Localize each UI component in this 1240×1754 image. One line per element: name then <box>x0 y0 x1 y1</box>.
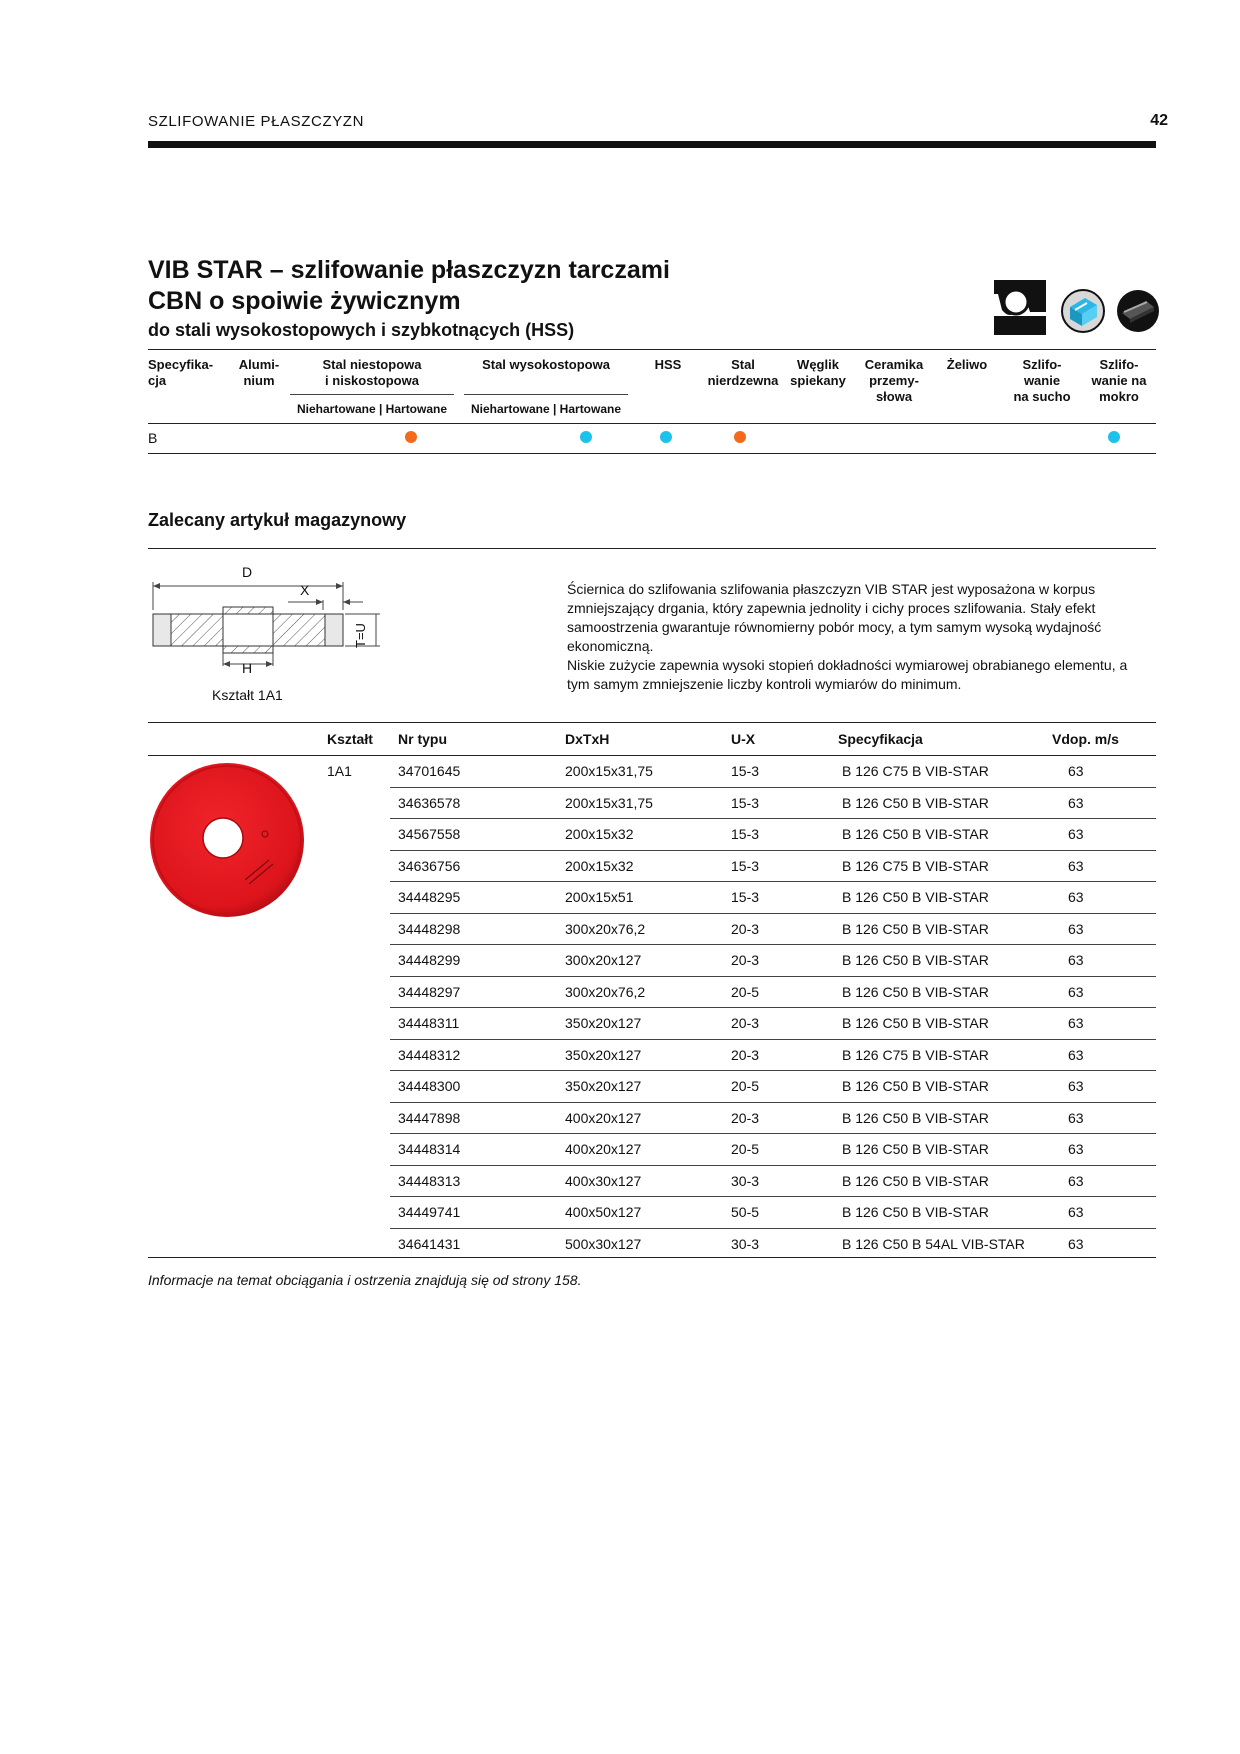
dimensions-cell: 200x15x31,75 <box>565 763 653 779</box>
dimensions-cell: 200x15x51 <box>565 889 634 905</box>
product-table-top-rule <box>148 722 1156 723</box>
speed-cell: 63 <box>1068 920 1084 937</box>
specification-cell: B 126 C50 B VIB-STAR <box>842 983 989 1000</box>
specification-cell: B 126 C50 B VIB-STAR <box>842 920 989 937</box>
type-no-cell: 34567558 <box>398 826 461 842</box>
dimension-x-label: X <box>300 582 310 598</box>
ux-cell: 15-3 <box>731 826 760 842</box>
table-row-divider <box>390 944 1156 945</box>
usage-dot-wet <box>1108 431 1120 443</box>
type-no-cell: 34641431 <box>398 1235 461 1252</box>
app-subheader-rule-high <box>464 394 628 395</box>
shape-1a1-diagram <box>148 566 398 686</box>
app-header-ceramics: Ceramika przemy- słowa <box>864 357 924 404</box>
app-table-top-rule <box>148 349 1156 350</box>
dimensions-cell: 500x30x127 <box>565 1235 642 1252</box>
dimensions-cell: 300x20x76,2 <box>565 920 646 937</box>
surface-grinding-icon <box>994 280 1046 335</box>
shape-cell: 1A1 <box>327 763 352 779</box>
dimensions-cell: 200x15x32 <box>565 826 634 842</box>
usage-dot-high-alloy-hardened <box>580 431 592 443</box>
ux-cell: 20-3 <box>731 1015 760 1031</box>
type-no-cell: 34636578 <box>398 794 461 811</box>
type-no-cell: 34447898 <box>398 1109 461 1126</box>
col-header-dimensions: DxTxH <box>565 731 610 747</box>
type-no-cell: 34448300 <box>398 1078 461 1094</box>
app-row-spec: B <box>148 430 158 446</box>
table-row-divider <box>390 1039 1156 1040</box>
header-rule <box>148 141 1156 148</box>
diagram-caption: Kształt 1A1 <box>212 687 283 703</box>
ux-cell: 15-3 <box>731 889 760 905</box>
dimensions-cell: 350x20x127 <box>565 1015 642 1031</box>
speed-cell: 63 <box>1068 1109 1084 1126</box>
dimensions-cell: 350x20x127 <box>565 1046 642 1063</box>
specification-cell: B 126 C50 B VIB-STAR <box>842 1204 989 1220</box>
specification-cell: B 126 C50 B VIB-STAR <box>842 889 989 905</box>
app-header-low-alloy: Stal niestopowa i niskostopowa <box>322 357 422 388</box>
usage-dot-hss <box>660 431 672 443</box>
grinding-wheel-photo <box>149 762 305 918</box>
dimensions-cell: 300x20x76,2 <box>565 983 646 1000</box>
ux-cell: 20-5 <box>731 1141 760 1157</box>
ux-cell: 15-3 <box>731 763 760 779</box>
section-title: SZLIFOWANIE PŁASZCZYZN <box>148 113 365 130</box>
app-header-wet: Szlifo- wanie na mokro <box>1091 357 1147 404</box>
app-subheader-high-alloy: Niehartowane | Hartowane <box>470 402 622 416</box>
table-row-divider <box>390 787 1156 788</box>
table-row-divider <box>390 1102 1156 1103</box>
table-row-divider <box>390 881 1156 882</box>
speed-cell: 63 <box>1068 1172 1084 1189</box>
dimension-d-label: D <box>242 564 253 580</box>
ux-cell: 20-3 <box>731 1046 760 1063</box>
type-no-cell: 34448298 <box>398 920 461 937</box>
specification-cell: B 126 C50 B VIB-STAR <box>842 826 989 842</box>
ux-cell: 20-3 <box>731 1109 760 1126</box>
speed-cell: 63 <box>1068 1046 1084 1063</box>
col-header-shape: Kształt <box>327 731 373 747</box>
usage-dot-stainless <box>734 431 746 443</box>
table-row-divider <box>390 1070 1156 1071</box>
table-row-divider <box>390 850 1156 851</box>
type-no-cell: 34448314 <box>398 1141 461 1157</box>
dimensions-cell: 400x30x127 <box>565 1172 642 1189</box>
table-row-divider <box>390 1196 1156 1197</box>
specification-cell: B 126 C75 B VIB-STAR <box>842 763 989 779</box>
table-row-divider <box>390 818 1156 819</box>
app-header-hss: HSS <box>654 357 682 372</box>
speed-cell: 63 <box>1068 857 1084 874</box>
ux-cell: 20-3 <box>731 920 760 937</box>
product-title <box>148 255 670 317</box>
table-row-divider <box>390 1007 1156 1008</box>
ux-cell: 20-5 <box>731 1078 760 1094</box>
app-header-aluminium: Alumi- nium <box>238 357 280 388</box>
table-row-divider <box>390 913 1156 914</box>
type-no-cell: 34636756 <box>398 857 461 874</box>
type-no-cell: 34449741 <box>398 1204 461 1220</box>
type-no-cell: 34448299 <box>398 952 461 968</box>
dimension-t-label: T=U <box>353 623 368 648</box>
dimensions-cell: 300x20x127 <box>565 952 642 968</box>
col-header-type-no: Nr typu <box>398 731 447 747</box>
app-header-spec: Specyfika- cja <box>148 357 214 388</box>
section-rule <box>148 548 1156 549</box>
table-row-divider <box>390 976 1156 977</box>
specification-cell: B 126 C50 B VIB-STAR <box>842 1109 989 1126</box>
specification-cell: B 126 C50 B VIB-STAR <box>842 952 989 968</box>
dimensions-cell: 400x20x127 <box>565 1141 642 1157</box>
specification-cell: B 126 C50 B VIB-STAR <box>842 794 989 811</box>
specification-cell: B 126 C50 B 54AL VIB-STAR <box>842 1235 1025 1252</box>
dimensions-cell: 400x50x127 <box>565 1204 642 1220</box>
speed-cell: 63 <box>1068 983 1084 1000</box>
type-no-cell: 34448295 <box>398 889 461 905</box>
type-no-cell: 34448311 <box>398 1015 460 1031</box>
ux-cell: 30-3 <box>731 1235 760 1252</box>
description-paragraph-1: Ściernica do szlifowania szlifowania płaszczyzn VIB STAR jest wyposażona w korpus zmniejszający drgania, który zapewnia jednolity i cichy proces szlifowania. Stały efekt samoostrzenia gwarantuje równomierny pobór mocy, a tym samym wysoką wydajność ekonomiczną. <box>567 581 1102 654</box>
table-row-divider <box>390 1133 1156 1134</box>
col-header-speed: Vdop. m/s <box>1052 731 1119 747</box>
app-table-bottom-rule <box>148 453 1156 454</box>
specification-cell: B 126 C75 B VIB-STAR <box>842 1046 989 1063</box>
product-title-line1: VIB STAR – szlifowanie płaszczyzn tarczami <box>148 256 670 284</box>
dimensions-cell: 400x20x127 <box>565 1109 642 1126</box>
speed-cell: 63 <box>1068 763 1084 779</box>
dimensions-cell: 200x15x31,75 <box>565 794 653 811</box>
specification-cell: B 126 C50 B VIB-STAR <box>842 1141 989 1157</box>
speed-cell: 63 <box>1068 889 1084 905</box>
table-row-divider <box>390 1228 1156 1229</box>
ux-cell: 20-5 <box>731 983 760 1000</box>
ux-cell: 20-3 <box>731 952 760 968</box>
app-header-high-alloy: Stal wysokostopowa <box>482 357 610 372</box>
product-table-header-rule <box>148 755 1156 756</box>
col-header-ux: U-X <box>731 731 756 747</box>
type-no-cell: 34448297 <box>398 983 461 1000</box>
specification-cell: B 126 C50 B VIB-STAR <box>842 1015 989 1031</box>
type-no-cell: 34701645 <box>398 763 461 779</box>
app-header-stainless: Stal nierdzewna <box>707 357 779 388</box>
specification-cell: B 126 C50 B VIB-STAR <box>842 1172 989 1189</box>
recommended-items-heading: Zalecany artykuł magazynowy <box>148 510 407 530</box>
dimensions-cell: 200x15x32 <box>565 857 634 874</box>
dimension-h-label: H <box>242 660 253 676</box>
ux-cell: 30-3 <box>731 1172 760 1189</box>
speed-cell: 63 <box>1068 826 1084 842</box>
speed-cell: 63 <box>1068 1141 1084 1157</box>
product-title-line2: CBN o spoiwie żywicznym <box>148 287 461 315</box>
speed-cell: 63 <box>1068 1235 1084 1252</box>
app-subheader-low-alloy: Niehartowane | Hartowane <box>296 402 448 416</box>
page-number: 42 <box>1150 112 1168 129</box>
specification-cell: B 126 C50 B VIB-STAR <box>842 1078 989 1094</box>
app-header-dry: Szlifo- wanie na sucho <box>1013 357 1071 404</box>
ux-cell: 15-3 <box>731 794 760 811</box>
specification-cell: B 126 C75 B VIB-STAR <box>842 857 989 874</box>
type-no-cell: 34448313 <box>398 1172 461 1189</box>
app-header-carbide: Węglik spiekany <box>790 357 846 388</box>
speed-cell: 63 <box>1068 1204 1084 1220</box>
grinding-wheel-icon <box>1116 289 1160 333</box>
app-header-cast-iron: Żeliwo <box>946 357 988 372</box>
product-description <box>567 580 1153 694</box>
ux-cell: 50-5 <box>731 1204 760 1220</box>
table-row-divider <box>390 1165 1156 1166</box>
speed-cell: 63 <box>1068 952 1084 968</box>
speed-cell: 63 <box>1068 1015 1084 1031</box>
wet-grinding-icon <box>1061 289 1105 333</box>
dimensions-cell: 350x20x127 <box>565 1078 642 1094</box>
app-subheader-rule-low <box>290 394 454 395</box>
type-no-cell: 34448312 <box>398 1046 461 1063</box>
usage-dot-low-alloy-hardened <box>405 431 417 443</box>
ux-cell: 15-3 <box>731 857 760 874</box>
footnote: Informacje na temat obciągania i ostrzenia znajdują się od strony 158. <box>148 1272 582 1288</box>
speed-cell: 63 <box>1068 1078 1084 1094</box>
app-table-mid-rule <box>148 423 1156 424</box>
speed-cell: 63 <box>1068 794 1084 811</box>
col-header-specification: Specyfikacja <box>838 731 923 747</box>
description-paragraph-2: Niskie zużycie zapewnia wysoki stopień dokładności wymiarowej obrabianego elementu, a tym samym zmniejszenie liczby kontroli wymiarów do minimum. <box>567 657 1128 692</box>
product-table-bottom-rule <box>148 1257 1156 1258</box>
product-subtitle: do stali wysokostopowych i szybkotnących (HSS) <box>148 320 575 340</box>
